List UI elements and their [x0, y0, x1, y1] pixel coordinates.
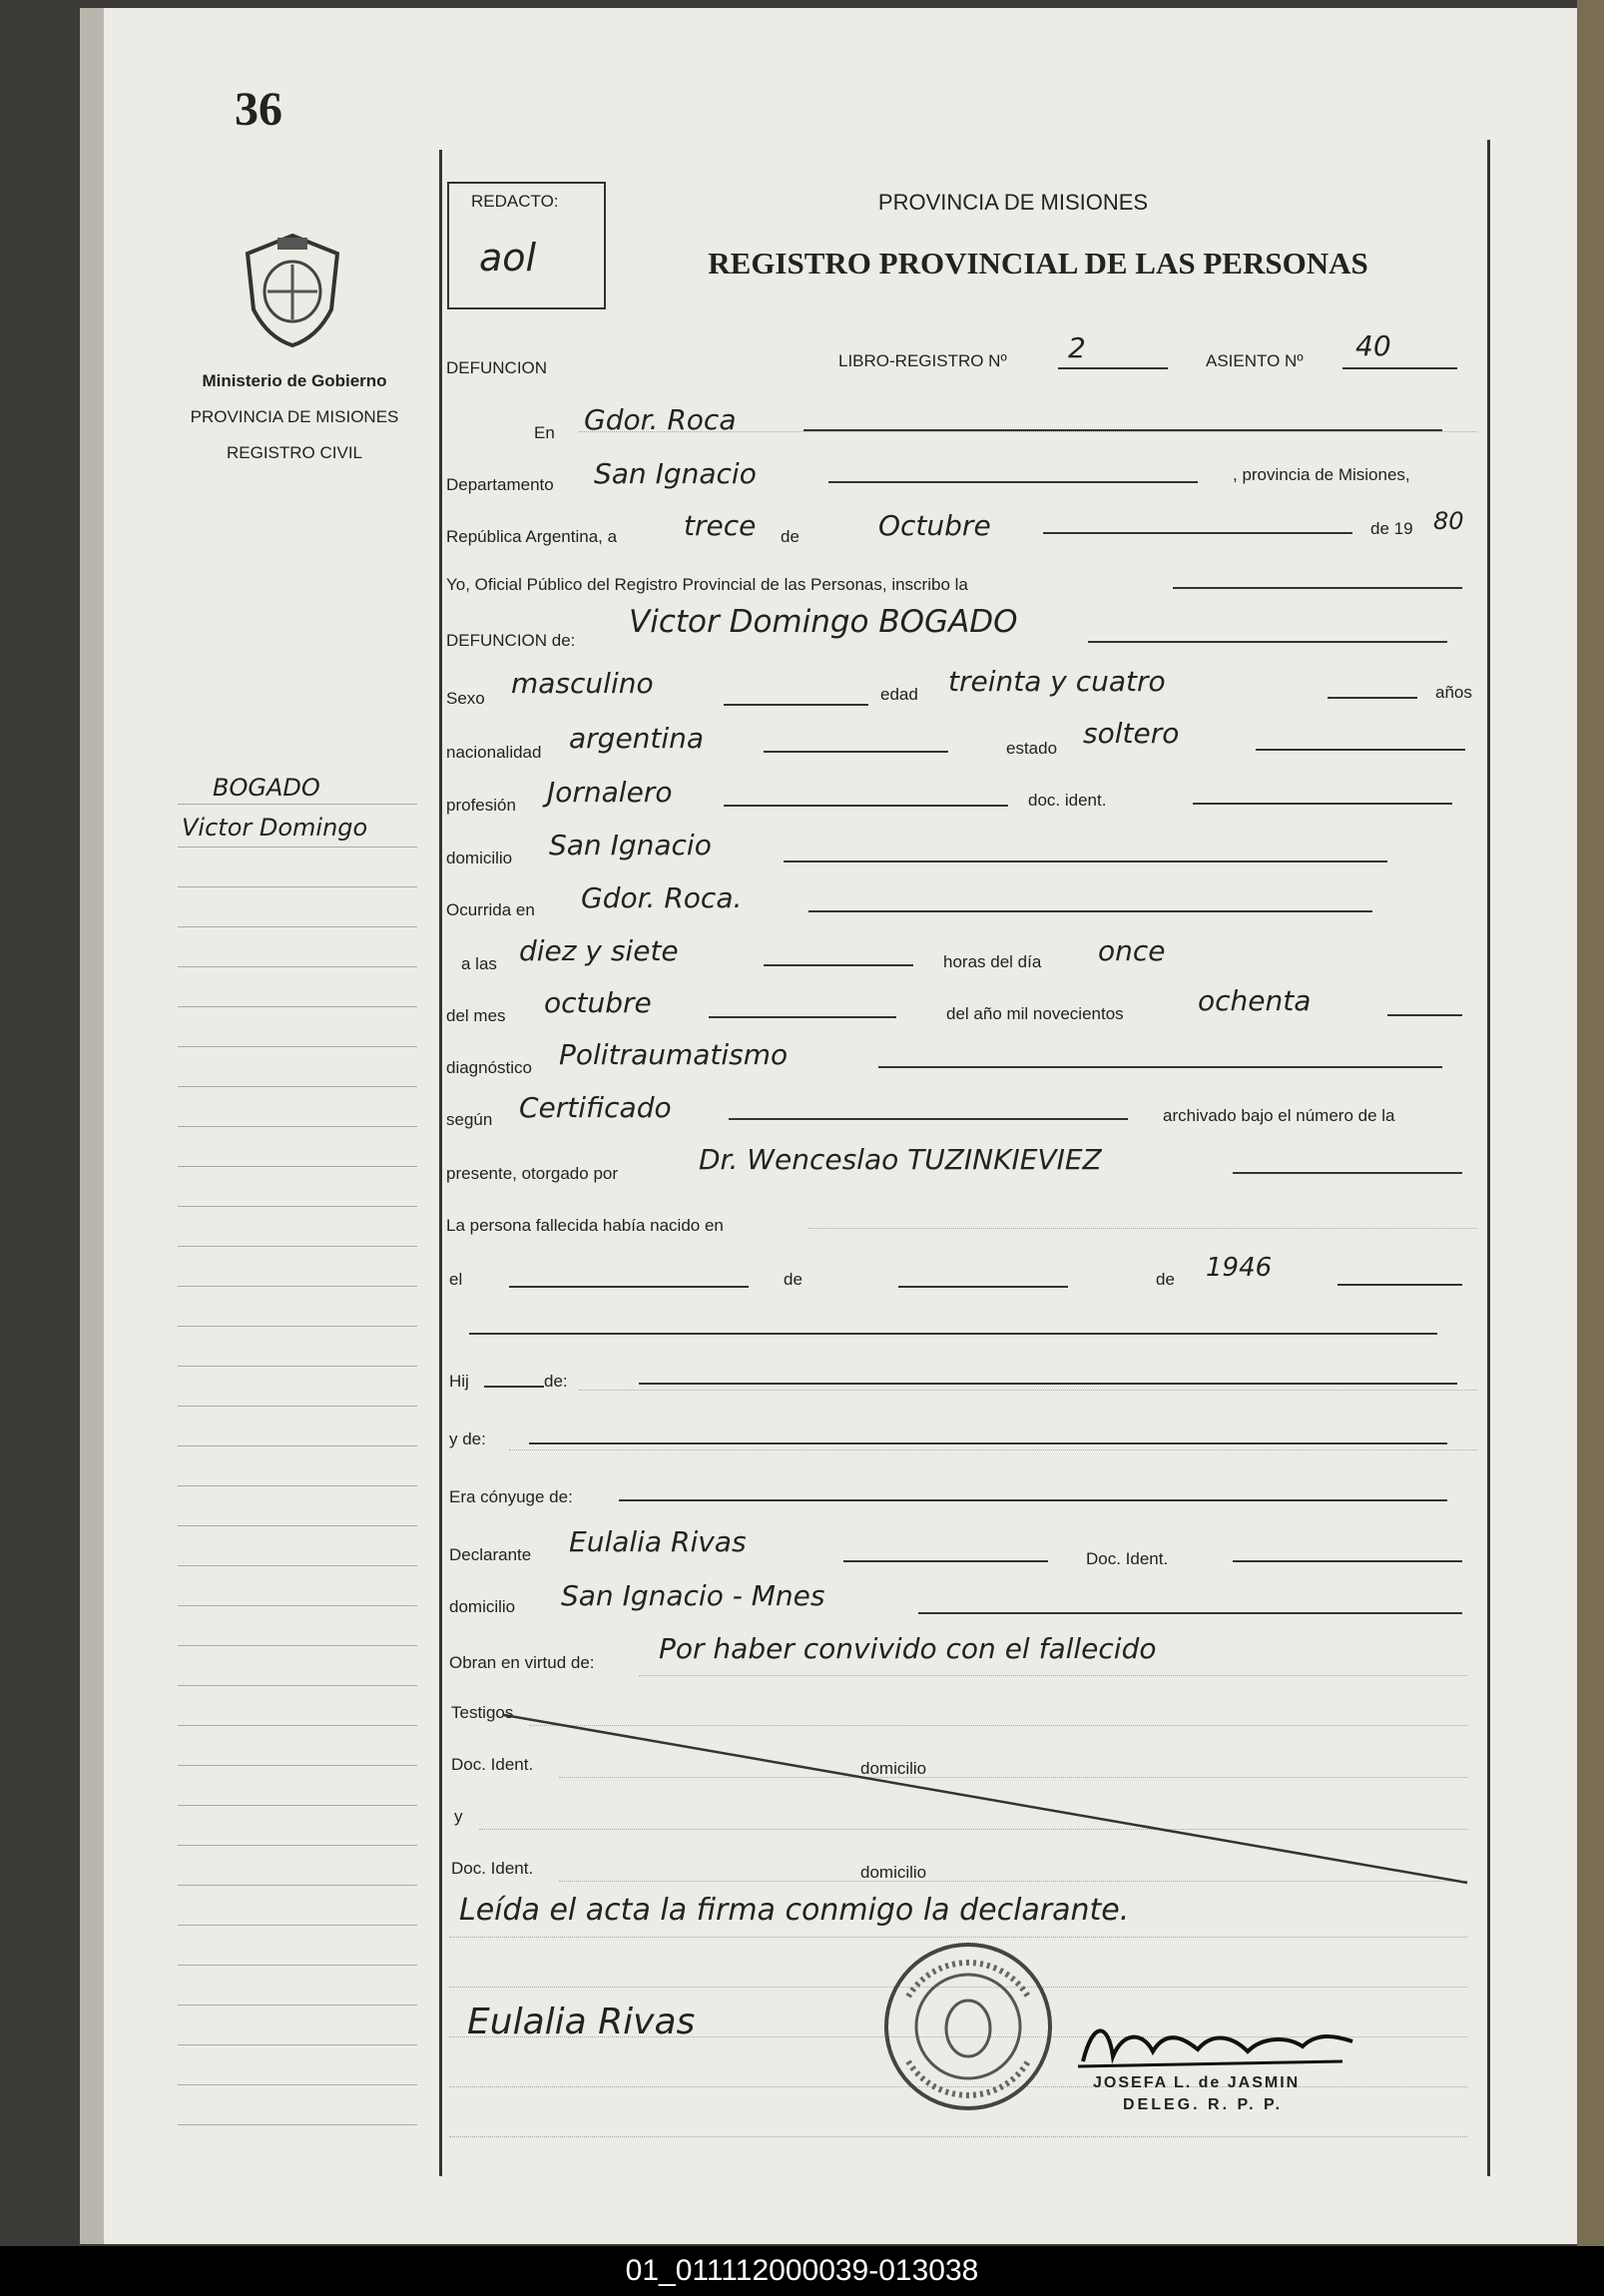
day-value: trece: [684, 509, 757, 542]
asiento-value: 40: [1355, 329, 1391, 362]
province-title: PROVINCIA DE MISIONES: [877, 190, 1149, 215]
sexo-value: masculino: [511, 667, 654, 700]
image-id-footer: 01_011112000039-013038: [0, 2246, 1604, 2296]
obran-label: Obran en virtud de:: [449, 1653, 595, 1672]
official-name: JOSEFA L. de JASMIN: [1093, 2074, 1301, 2091]
en-label: En: [534, 423, 555, 442]
estado-label: estado: [1006, 739, 1058, 758]
testigo-dom2-label: domicilio: [860, 1863, 927, 1882]
ocurrida-value: Gdor. Roca.: [581, 881, 743, 914]
hij-label: Hij: [449, 1372, 469, 1391]
de2-label: de: [784, 1270, 802, 1289]
form-left-border: [439, 150, 442, 2176]
obran-value: Por haber convivido con el fallecido: [659, 1632, 1157, 1665]
provincia-label: , provincia de Misiones,: [1233, 465, 1410, 484]
diagnostico-label: diagnóstico: [446, 1058, 533, 1077]
margin-surname: BOGADO: [213, 774, 320, 802]
nacionalidad-label: nacionalidad: [446, 743, 542, 762]
sexo-label: Sexo: [446, 689, 485, 708]
segun-value: Certificado: [519, 1091, 672, 1124]
domicilio-label: domicilio: [446, 849, 513, 867]
nacionalidad-value: argentina: [569, 722, 705, 755]
domicilio-value: San Ignacio: [549, 829, 712, 861]
nacido-label: La persona fallecida había nacido en: [446, 1216, 724, 1235]
province-left-label: PROVINCIA DE MISIONES: [190, 407, 399, 426]
declarante-value: Eulalia Rivas: [569, 1525, 747, 1558]
ministry-label: Ministerio de Gobierno: [202, 371, 387, 390]
decl-domicilio-value: San Ignacio - Mnes: [561, 1579, 825, 1612]
year-value: 80: [1433, 507, 1464, 535]
departamento-value: San Ignacio: [594, 457, 757, 490]
y-de-label: y de:: [449, 1430, 486, 1448]
ano-value: ochenta: [1198, 984, 1312, 1017]
edad-value: treinta y cuatro: [948, 665, 1166, 698]
horas-label: horas del día: [943, 952, 1042, 971]
estado-value: soltero: [1083, 717, 1180, 750]
asiento-label: ASIENTO Nº: [1206, 351, 1304, 370]
testigo-doc2-label: Doc. Ident.: [451, 1859, 534, 1878]
diagnostico-value: Politraumatismo: [559, 1038, 789, 1071]
book-edge: [1577, 0, 1604, 2246]
registry-left-label: REGISTRO CIVIL: [226, 443, 363, 462]
official-title: DELEG. R. P. P.: [1123, 2096, 1284, 2113]
redacto-initials: aol: [479, 236, 537, 280]
profesion-label: profesión: [446, 796, 516, 815]
conyuge-label: Era cónyuge de:: [449, 1487, 573, 1506]
defuncion-title: DEFUNCION: [446, 358, 548, 377]
testigos-label: Testigos: [451, 1703, 514, 1722]
testigo-doc1-label: Doc. Ident.: [451, 1755, 534, 1774]
mes-value: octubre: [544, 986, 652, 1019]
de3-label: de: [1156, 1270, 1175, 1289]
anos-label: años: [1435, 683, 1472, 702]
archivado-label: archivado bajo el número de la: [1163, 1106, 1395, 1125]
segun-label: según: [446, 1110, 493, 1129]
official-seal-icon: [878, 1937, 1058, 2116]
year-label: de 19: [1370, 519, 1413, 538]
registry-title: REGISTRO PROVINCIAL DE LAS PERSONAS: [708, 246, 1368, 281]
en-value: Gdor. Roca: [584, 403, 737, 436]
defuncion-de-label: DEFUNCION de:: [446, 631, 576, 650]
edad-label: edad: [880, 685, 918, 704]
oficial-text: Yo, Oficial Público del Registro Provincial de las Personas, inscribo la: [446, 575, 968, 594]
ocurrida-label: Ocurrida en: [446, 900, 535, 919]
el-label: el: [449, 1270, 463, 1289]
del-ano-label: del año mil novecientos: [946, 1004, 1124, 1023]
hij-de-label: de:: [544, 1372, 568, 1391]
closing-text: Leída el acta la firma conmigo la declarante.: [459, 1893, 1130, 1928]
birth-year-value: 1946: [1206, 1253, 1273, 1283]
testigo-dom1-label: domicilio: [860, 1759, 927, 1778]
book-spine: [80, 8, 104, 2244]
month-value: Octubre: [878, 509, 991, 542]
redacto-box: [447, 182, 606, 309]
declarant-signature: Eulalia Rivas: [467, 2002, 696, 2042]
cross-out-line: [449, 1697, 1477, 1897]
hora-value: diez y siete: [519, 934, 679, 967]
profesion-value: Jornalero: [547, 776, 673, 809]
otorgado-value: Dr. Wenceslao TUZINKIEVIEZ: [699, 1143, 1102, 1176]
defuncion-de-value: Victor Domingo BOGADO: [629, 604, 1018, 640]
republica-label: República Argentina, a: [446, 527, 618, 546]
decl-doc-label: Doc. Ident.: [1086, 1549, 1169, 1568]
presente-label: presente, otorgado por: [446, 1164, 619, 1183]
official-signature: [1073, 2011, 1372, 2081]
del-mes-label: del mes: [446, 1006, 506, 1025]
libro-label: LIBRO-REGISTRO Nº: [838, 351, 1007, 370]
dia-value: once: [1098, 934, 1166, 967]
decl-domicilio-label: domicilio: [449, 1597, 516, 1616]
form-right-border: [1487, 140, 1490, 2176]
libro-value: 2: [1068, 331, 1086, 364]
declarante-label: Declarante: [449, 1545, 532, 1564]
page-number: 36: [235, 83, 282, 136]
de-label: de: [781, 527, 800, 546]
doc-ident-label: doc. ident.: [1028, 791, 1107, 810]
departamento-label: Departamento: [446, 475, 554, 494]
margin-given-name: Victor Domingo: [182, 814, 368, 842]
redacto-label: REDACTO:: [471, 192, 559, 211]
coat-of-arms-icon: [238, 230, 347, 349]
testigo-y-label: y: [454, 1807, 463, 1826]
a-las-label: a las: [461, 954, 497, 973]
